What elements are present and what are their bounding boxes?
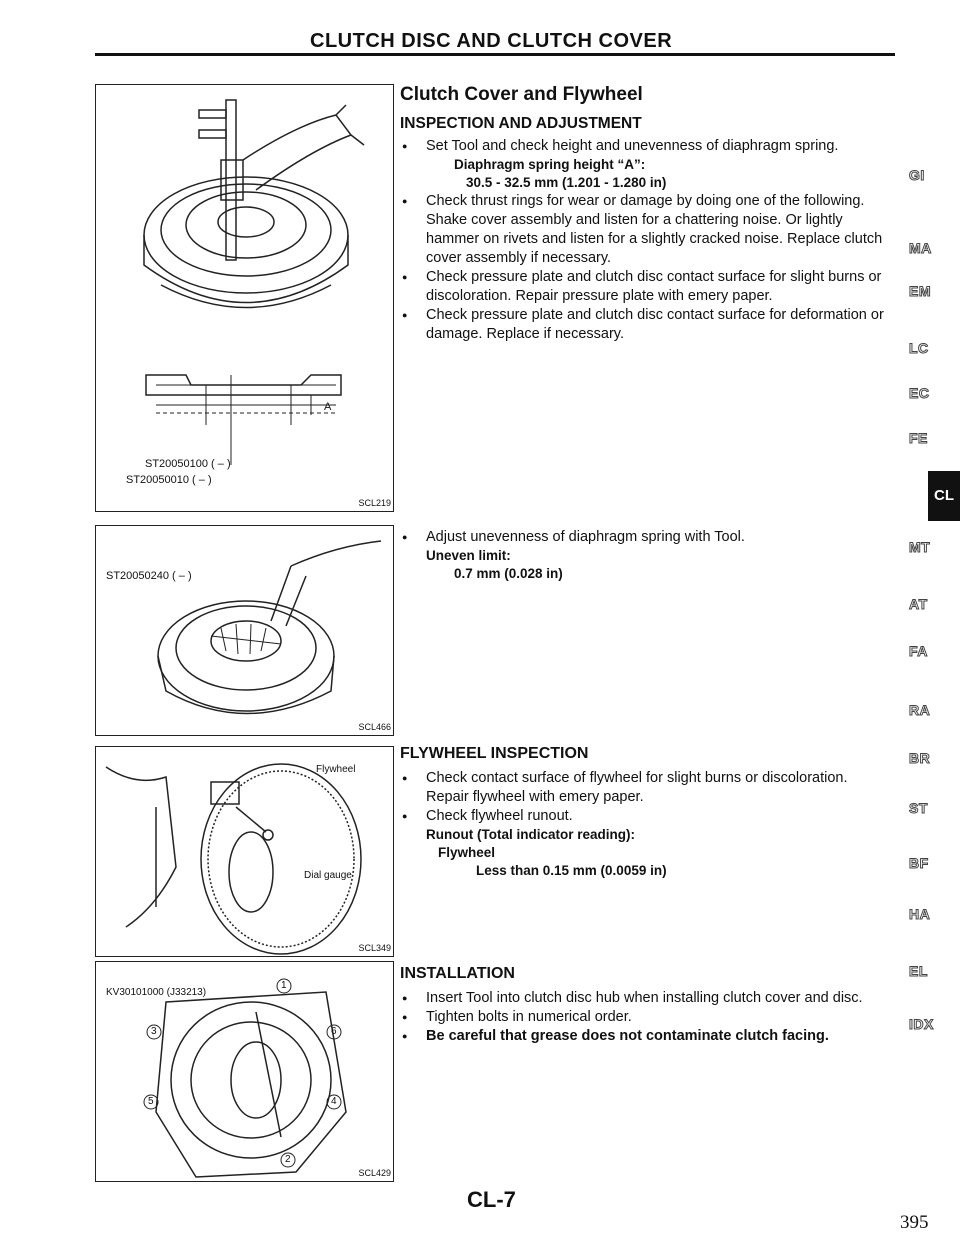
tool-st20050240: ST20050240 ( – ) [106,570,192,582]
section-title: Clutch Cover and Flywheel [400,84,643,105]
list-item: ● Adjust unevenness of diaphragm spring with Tool. Uneven limit: 0.7 mm (0.028 in) [400,528,888,583]
bolt-number-3: 3 [151,1026,157,1037]
side-tab-br[interactable]: BR [909,750,931,766]
side-tab-at[interactable]: AT [909,596,928,612]
page-header-title: CLUTCH DISC AND CLUTCH COVER [310,30,673,52]
side-tab-idx[interactable]: IDX [909,1016,934,1032]
side-tab-mt[interactable]: MT [909,539,931,555]
figure-code: SCL219 [358,498,391,508]
section-title: FLYWHEEL INSPECTION [400,745,589,762]
tool-kv30101000: KV30101000 (J33213) [106,987,207,998]
list-item: ● Check contact surface of flywheel for slight burns or discoloration. Repair flywheel with emery paper. [400,769,878,807]
label-flywheel: Flywheel [316,764,356,775]
side-tab-ha[interactable]: HA [909,906,931,922]
bolt-number-1: 1 [281,980,287,991]
header-rule [95,53,895,56]
figure-diaphragm-height [95,84,394,512]
figure-code: SCL429 [358,1168,391,1178]
section-subtitle: INSPECTION AND ADJUSTMENT [400,115,642,132]
side-tab-gi[interactable]: GI [909,167,925,183]
list-item: ● Set Tool and check height and unevenness of diaphragm spring. Diaphragm spring height “A”: 30.5 - 32.5 mm (1.201 - 1.280 in) [400,137,888,192]
tool-st20050100: ST20050100 ( – ) [145,458,231,470]
diaphragm-height-illustration [96,85,393,511]
side-tab-el[interactable]: EL [909,963,928,979]
tool-st20050010: ST20050010 ( – ) [126,474,212,486]
list-item: ● Check pressure plate and clutch disc contact surface for slight burns or discoloration. Repair pressure plate with emery paper. [400,268,888,306]
flywheel-runout-illustration [96,747,393,956]
side-tab-lc[interactable]: LC [909,340,929,356]
page-number: 395 [900,1212,929,1233]
side-tab-cl-active[interactable]: CL [928,471,960,521]
spec-label: Runout (Total indicator reading): [426,827,635,842]
section-title: INSTALLATION [400,965,515,982]
label-a: A [324,401,332,413]
list-item: ● Insert Tool into clutch disc hub when installing clutch cover and disc. [400,989,888,1008]
section-flywheel-inspection [400,745,900,880]
side-tab-st[interactable]: ST [909,800,928,816]
bolt-number-4: 4 [331,1096,337,1107]
figure-flywheel-runout [95,746,394,957]
side-tab-ma[interactable]: MA [909,240,932,256]
page-id: CL-7 [467,1187,516,1212]
spec-value: 0.7 mm (0.028 in) [454,566,563,581]
side-tab-em[interactable]: EM [909,283,931,299]
section-clutch-cover [400,84,900,344]
side-tab-fa[interactable]: FA [909,643,928,659]
section-installation [400,965,900,1046]
side-tab-ra[interactable]: RA [909,702,931,718]
bolt-number-5: 5 [148,1096,154,1107]
spec-value: 30.5 - 32.5 mm (1.201 - 1.280 in) [466,175,667,190]
label-dial-gauge: Dial gauge [304,870,352,881]
spec-value: Less than 0.15 mm (0.0059 in) [476,863,667,878]
spec-sub: Flywheel [438,845,496,860]
side-tab-fe[interactable]: FE [909,430,928,446]
figure-code: SCL349 [358,943,391,953]
spec-label: Uneven limit: [426,548,511,563]
list-item: ● Tighten bolts in numerical order. [400,1008,888,1027]
side-tab-bf[interactable]: BF [909,855,929,871]
bolt-number-6: 6 [331,1026,337,1037]
bolt-number-2: 2 [285,1154,291,1165]
section-adjust [400,528,900,583]
spec-label: Diaphragm spring height “A”: [454,157,646,172]
diaphragm-adjust-illustration [96,526,393,735]
list-item: ● Check pressure plate and clutch disc contact surface for deformation or damage. Replace if necessary. [400,306,888,344]
list-item: ● Check flywheel runout. Runout (Total indicator reading): Flywheel Less than 0.15 mm (0.0059 in) [400,807,878,880]
figure-installation [95,961,394,1182]
figure-diaphragm-adjust [95,525,394,736]
figure-code: SCL466 [358,722,391,732]
list-item: ● Check thrust rings for wear or damage by doing one of the following. Shake cover assembly and listen for a chattering noise. Or lightly hammer on rivets and listen for a slightly cracked noise. Replace clutch cover assembly if necessary. [400,192,888,268]
list-item: ● Be careful that grease does not contaminate clutch facing. [400,1027,888,1046]
side-tab-ec[interactable]: EC [909,385,930,401]
